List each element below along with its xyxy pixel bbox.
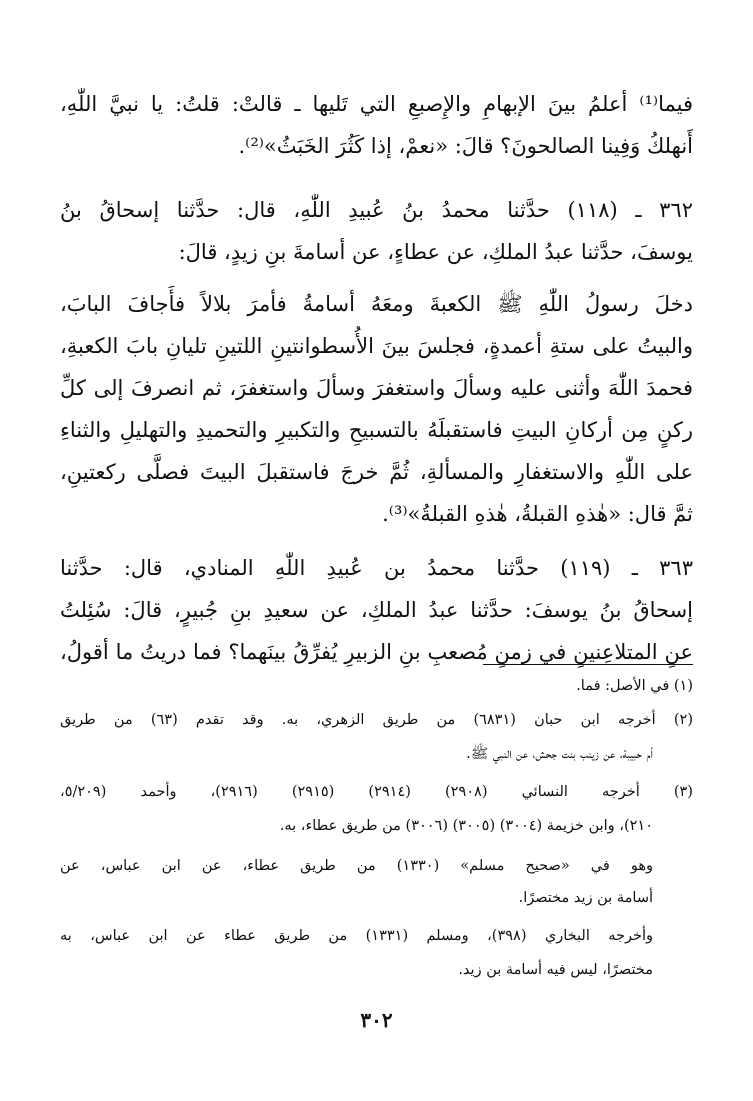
footnote-line: ٢١٠)، وابن خزيمة (٣٠٠٤) (٣٠٠٥) (٣٠٠٦) من طريق عطاء، به.: [279, 818, 653, 834]
body-line: ٣٦٣ ـ (١١٩) حدَّثنا محمدُ بن عُبيدِ اللّٰهِ المنادي، قال: حدَّثنا: [60, 556, 693, 580]
page-number: ٣٠٢: [360, 1008, 393, 1032]
footnote-line: (٢) أخرجه ابن حبان (٦٨٣١) من طريق الزهري، به. وقد تقدم (٦٣) من طريق: [60, 712, 693, 728]
body-line: ثمَّ قال: «هٰذهِ القبلةُ، هٰذهِ القبلةُ»⁽³⁾.: [382, 502, 693, 526]
footnote-line: (٣) أخرجه النسائي (٢٩٠٨) (٢٩١٤) (٢٩١٥) (٢٩١٦)، وأحمد (٥/٢٠٩،: [60, 784, 693, 800]
footnote-divider: [483, 664, 693, 665]
body-line: ٣٦٢ ـ (١١٨) حدَّثنا محمدُ بنُ عُبيدِ اللّٰهِ، قال: حدَّثنا إسحاقُ بنُ: [60, 198, 693, 222]
body-line: فيما⁽¹⁾ أعلمُ بينَ الإبهامِ والإِصبعِ التي تَليها ـ قالتْ: قلتُ: يا نبيَّ اللّٰهِ،: [60, 92, 693, 116]
body-line: فحمدَ اللّٰهَ وأثنى عليه وسألَ واستغفرَ وسألَ واستغفرَ، ثم انصرفَ إلى كلِّ: [60, 376, 693, 400]
footnote-line: وأخرجه البخاري (٣٩٨)، ومسلم (١٣٣١) من طريق عطاء عن ابن عباس، به: [60, 928, 654, 944]
body-line: ركنٍ مِن أركانِ البيتِ فاستقبلَهُ بالتسبيحِ والتكبيرِ والتحميدِ والتهليلِ والثناءِ: [60, 418, 693, 442]
footnote-line: أسامة بن زيد مختصرًا.: [518, 890, 653, 906]
footnote-line: أم حبيبة، عن زينب بنت جحش، عن النبي ﷺ.: [466, 746, 653, 762]
footnote-line: وهو في «صحيح مسلم» (١٣٣٠) من طريق عطاء، عن ابن عباس، عن: [60, 858, 653, 874]
body-line: والبيتُ على ستةِ أعمدةٍ، فجلسَ بينَ الأُسطوانتينِ اللتينِ تليانِ بابَ الكعبةِ،: [60, 334, 693, 358]
body-line: يوسفَ، حدَّثنا عبدُ الملكِ، عن عطاءٍ، عن أسامةَ بنِ زيدٍ، قالَ:: [178, 240, 693, 264]
body-line: عنِ المتلاعِنينِ في زمنِ مُصعبِ بنِ الزبيرِ يُفرِّقُ بينَهما؟ فما دريتُ ما أقولُ،: [60, 640, 693, 664]
body-line: إسحاقُ بنُ يوسفَ: حدَّثنا عبدُ الملكِ، عن سعيدِ بنِ جُبيرٍ، قالَ: سُئِلتُ: [60, 598, 693, 622]
footnote-line: مختصرًا، ليس فيه أسامة بن زيد.: [458, 962, 653, 978]
body-line: على اللّٰهِ والاستغفارِ والمسألةِ، ثُمَّ خرجَ فاستقبلَ البيتَ فصلَّى ركعتينِ،: [60, 460, 693, 484]
body-line: دخلَ رسولُ اللّٰهِ ﷺ الكعبةَ ومعَهُ أسامةُ فأمرَ بلالاً فأَجافَ البابَ،: [60, 292, 693, 316]
body-line: أَنهلكُ وَفِينا الصالحونَ؟ قالَ: «نعمْ، إذا كَثُرَ الخَبَثُ»⁽²⁾.: [238, 134, 693, 158]
footnote-line: (١) في الأصل: فما.: [576, 678, 693, 694]
